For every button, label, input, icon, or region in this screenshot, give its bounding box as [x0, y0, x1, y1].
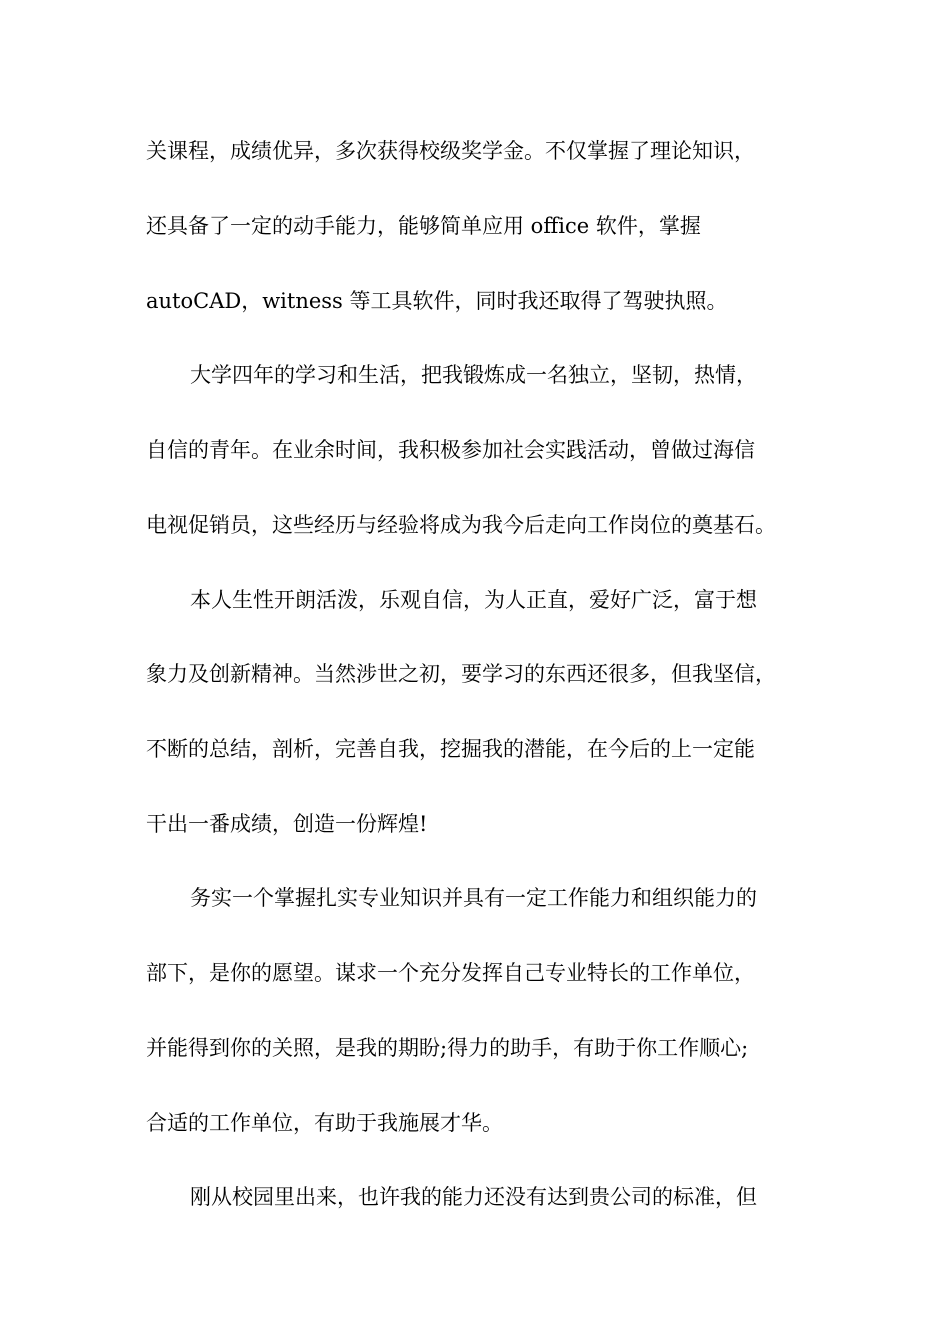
- text-line: 象力及创新精神。当然涉世之初，要学习的东西还很多，但我坚信，: [146, 662, 776, 686]
- paragraph-first-line: 本人生性开朗活泼，乐观自信，为人正直，爱好广泛，富于想: [190, 588, 757, 612]
- text-line: 部下，是你的愿望。谋求一个充分发挥自己专业特长的工作单位，: [146, 961, 755, 985]
- paragraph-first-line: 刚从校园里出来，也许我的能力还没有达到贵公司的标准，但: [190, 1185, 757, 1209]
- text-line: autoCAD，witness 等工具软件，同时我还取得了驾驶执照。: [146, 289, 728, 313]
- paragraph-first-line: 大学四年的学习和生活，把我锻炼成一名独立，坚韧，热情，: [190, 363, 757, 387]
- text-line: 自信的青年。在业余时间，我积极参加社会实践活动，曾做过海信: [146, 438, 755, 462]
- text-line: 还具备了一定的动手能力，能够简单应用 office 软件，掌握: [146, 214, 701, 238]
- text-line: 并能得到你的关照，是我的期盼;得力的助手，有助于你工作顺心;: [146, 1036, 749, 1060]
- text-line: 合适的工作单位，有助于我施展才华。: [146, 1111, 503, 1135]
- paragraph-first-line: 务实一个掌握扎实专业知识并具有一定工作能力和组织能力的: [190, 886, 757, 910]
- text-line: 不断的总结，剖析，完善自我，挖掘我的潜能，在今后的上一定能: [146, 737, 755, 761]
- text-line: 电视促销员，这些经历与经验将成为我今后走向工作岗位的奠基石。: [146, 513, 776, 537]
- text-line: 干出一番成绩，创造一份辉煌!: [146, 812, 428, 836]
- text-line: 关课程，成绩优异，多次获得校级奖学金。不仅掌握了理论知识，: [146, 139, 755, 163]
